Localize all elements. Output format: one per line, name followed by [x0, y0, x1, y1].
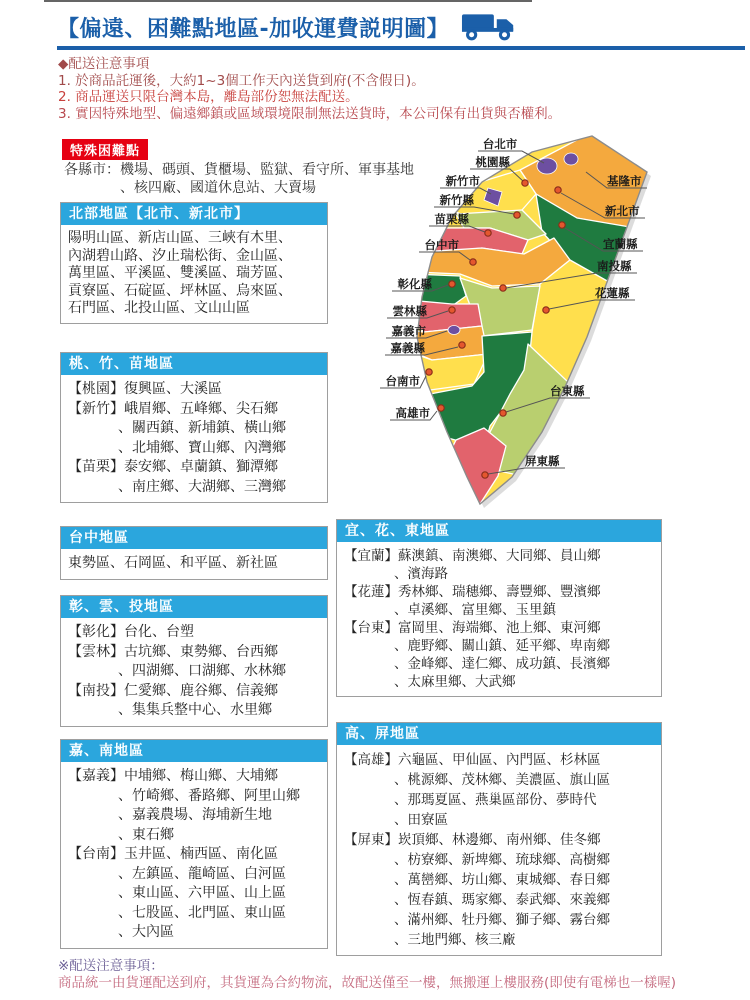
map-label: 台北市: [482, 137, 518, 151]
region-box-body: [337, 745, 661, 955]
delivery-notice: [58, 56, 561, 122]
map-label: 台南市: [385, 374, 420, 388]
map-dot: [438, 405, 444, 411]
region-row-prefix: 【彰化】: [68, 624, 124, 640]
taiwan-map: [372, 132, 702, 512]
region-row: 、枋寮鄉、新埤鄉、琉球鄉、高樹鄉: [394, 852, 610, 868]
map-label: 台東縣: [550, 384, 585, 398]
region-row: 萬里區、平溪區、雙溪區、瑞芳區、: [68, 265, 292, 281]
region-box-taoyuan-hsinchu-miaoli: [60, 352, 328, 503]
map-label: 苗栗縣: [434, 212, 469, 226]
map-dot: [543, 307, 549, 313]
region-row-prefix: 【南投】: [68, 682, 124, 699]
region-row-prefix: 【苗栗】: [68, 459, 124, 475]
region-box-yilan-hualien-taitung: [336, 519, 662, 697]
region-row: 【台東】富岡里、海端鄉、池上鄉、東河鄉: [344, 620, 601, 636]
region-row: 陽明山區、新店山區、三峽有木里、: [68, 230, 292, 246]
map-dot: [459, 342, 465, 348]
region-box-body: [61, 618, 327, 726]
region-row: 【雲林】古坑鄉、東勢鄉、台西鄉: [68, 643, 278, 660]
map-dot: [500, 410, 506, 416]
map-dot: [482, 472, 488, 478]
map-dot: [449, 307, 455, 313]
region-box-body: [61, 225, 327, 323]
region-box-header: 台中地區: [61, 527, 327, 549]
region-row: 、太麻里鄉、大武鄉: [394, 674, 516, 690]
region-box-body: [61, 375, 327, 502]
region-row: 、滿州鄉、牡丹鄉、獅子鄉、霧台鄉: [394, 912, 610, 928]
region-row: 、東山區、六甲區、山上區: [118, 885, 286, 901]
page-header: [57, 10, 519, 44]
region-row: 【嘉義】中埔鄉、梅山鄉、大埔鄉: [68, 768, 278, 784]
region-row-prefix: 【台南】: [68, 846, 124, 862]
map-label: 高雄市: [395, 406, 430, 420]
region-row: 、卓溪鄉、富里鄉、玉里鎮: [394, 602, 556, 618]
special-difficulty-note: [64, 161, 414, 197]
map-label: 新北市: [605, 204, 640, 218]
taiwan-map-svg: [372, 132, 702, 512]
region-row: 、那瑪夏區、燕巢區部份、夢時代: [394, 792, 597, 808]
region-row: 【彰化】台化、台塑: [68, 624, 194, 640]
map-region-taipei-city-2: [564, 153, 578, 165]
region-box-changhua-yunlin-nantou: [60, 595, 328, 727]
region-row: 【花蓮】秀林鄉、瑞穗鄉、壽豐鄉、豐濱鄉: [344, 584, 601, 600]
region-row-prefix: 【花蓮】: [344, 584, 398, 600]
special-line-2: 、核四廠、國道休息站、大賣場: [120, 180, 316, 196]
map-label: 台中市: [424, 238, 459, 252]
region-box-north: [60, 202, 328, 324]
region-row: 【宜蘭】蘇澳鎮、南澳鄉、大同鄉、員山鄉: [344, 548, 601, 564]
map-dot: [514, 212, 520, 218]
map-dot: [470, 259, 476, 265]
truck-icon: [461, 10, 519, 44]
map-dot: [500, 285, 506, 291]
region-row: 東勢區、石岡區、和平區、新社區: [68, 555, 278, 571]
footer-heading: ※配送注意事項：: [58, 958, 164, 974]
region-row-prefix: 【宜蘭】: [344, 548, 398, 564]
region-row: 石門區、北投山區、文山山區: [68, 300, 250, 316]
region-row: 、三地門鄉、核三廠: [394, 932, 516, 948]
region-row: 【桃園】復興區、大溪區: [68, 381, 222, 397]
region-row-prefix: 【新竹】: [68, 400, 124, 417]
region-box-body: [337, 542, 661, 696]
map-label: 南投縣: [597, 259, 632, 273]
map-label: 新竹市: [445, 174, 480, 188]
region-row: 內湖碧山路、汐止瑞松街、金山區、: [68, 247, 292, 264]
page-footer: [58, 958, 676, 992]
map-label: 花蓮縣: [595, 286, 630, 300]
region-row-prefix: 【屏東】: [344, 832, 398, 848]
region-row: 、恆春鎮、瑪家鄉、泰武鄉、來義鄉: [394, 892, 610, 908]
region-row: 、北埔鄉、寶山鄉、內灣鄉: [118, 439, 286, 456]
region-row-prefix: 【桃園】: [68, 381, 124, 397]
map-dot: [555, 187, 561, 193]
top-divider: [44, 0, 532, 2]
region-row: 【新竹】峨眉鄉、五峰鄉、尖石鄉: [68, 400, 278, 417]
map-dot: [522, 180, 528, 186]
title-underline: [57, 46, 745, 50]
notice-item-2: 2. 商品運送只限台灣本島，離島部份恕無法配送。: [58, 89, 359, 105]
region-row: 、竹崎鄉、番路鄉、阿里山鄉: [118, 787, 300, 804]
map-label: 嘉義縣: [390, 341, 425, 355]
region-row: 、七股區、北門區、東山區: [118, 904, 286, 921]
region-row: 、關西鎮、新埔鎮、橫山鄉: [118, 420, 286, 436]
region-row: 【台南】玉井區、楠西區、南化區: [68, 846, 278, 862]
region-row-prefix: 【台東】: [344, 620, 398, 636]
region-box-chiayi-tainan: [60, 739, 328, 949]
map-label: 雲林縣: [392, 304, 427, 318]
region-row: 、四湖鄉、口湖鄉、水林鄉: [118, 663, 286, 679]
region-row: 、東石鄉: [118, 826, 174, 843]
region-row: 貢寮區、石碇區、坪林區、烏來區、: [68, 282, 292, 299]
region-box-taichung: [60, 526, 328, 580]
map-label: 屏東縣: [525, 454, 560, 468]
notice-heading: ◆配送注意事項: [58, 56, 150, 72]
region-row: 【南投】仁愛鄉、鹿谷鄉、信義鄉: [68, 682, 278, 699]
map-dot: [426, 369, 432, 375]
region-row: 、嘉義農場、海埔新生地: [118, 807, 272, 823]
map-dot: [559, 222, 565, 228]
region-row: 、濱海路: [394, 566, 448, 582]
region-box-header: 高、屏地區: [337, 723, 661, 745]
region-row: 、左鎮區、龍崎區、白河區: [118, 865, 286, 882]
region-row: 、集集兵整中心、水里鄉: [118, 702, 272, 718]
region-row: 、萬巒鄉、坊山鄉、東城鄉、春日鄉: [394, 872, 610, 888]
map-label: 新竹縣: [439, 193, 474, 207]
region-row: 、桃源鄉、茂林鄉、美濃區、旗山區: [394, 772, 610, 788]
region-box-kaohsiung-pingtung: [336, 722, 662, 956]
region-box-header: 宜、花、東地區: [337, 520, 661, 542]
notice-item-1: 1. 於商品託運後，大約1~3個工作天內送貨到府(不含假日)。: [58, 72, 425, 89]
map-region-chiayi-city: [448, 326, 460, 335]
region-box-header: 北部地區【北市、新北市】: [61, 203, 327, 225]
map-label: 彰化縣: [397, 277, 432, 291]
special-line-1: 各縣市：機場、碼頭、貨櫃場、監獄、看守所、軍事基地: [64, 162, 414, 178]
region-row: 【屏東】崁頂鄉、林邊鄉、南州鄉、佳冬鄉: [344, 832, 601, 848]
region-box-body: [61, 549, 327, 579]
region-row-prefix: 【嘉義】: [68, 768, 124, 784]
notice-item-3: 3. 實因特殊地型、偏遠鄉鎮或區域環境限制無法送貨時，本公司保有出貨與否權利。: [58, 105, 562, 122]
special-difficulty-badge: 特殊困難點: [62, 139, 148, 160]
region-box-header: 桃、竹、苗地區: [61, 353, 327, 375]
region-row: 、鹿野鄉、關山鎮、延平鄉、卑南鄉: [394, 638, 610, 654]
region-row: 【高雄】六龜區、甲仙區、內門區、杉林區: [344, 752, 601, 768]
region-row: 【苗栗】泰安鄉、卓蘭鎮、獅潭鄉: [68, 459, 278, 475]
region-row: 、南庄鄉、大湖鄉、三灣鄉: [118, 478, 286, 495]
map-dot: [449, 281, 455, 287]
region-box-header: 嘉、南地區: [61, 740, 327, 762]
region-box-body: [61, 762, 327, 948]
region-row: 、田寮區: [394, 812, 448, 828]
map-label: 宜蘭縣: [603, 237, 638, 251]
map-dot: [485, 230, 491, 236]
region-row-prefix: 【高雄】: [344, 752, 398, 768]
map-label: 基隆市: [607, 174, 642, 188]
region-row: 、金峰鄉、達仁鄉、成功鎮、長濱鄉: [394, 656, 610, 672]
page-title: 【偏遠、困難點地區-加收運費説明圖】: [57, 16, 450, 42]
region-box-header: 彰、雲、投地區: [61, 596, 327, 618]
map-label: 桃園縣: [475, 155, 510, 169]
region-row-prefix: 【雲林】: [68, 643, 124, 660]
map-label: 嘉義市: [391, 324, 426, 338]
footer-body: 商品統一由貨運配送到府，其貨運為合約物流，故配送僅至一樓，無搬運上樓服務(即使有電梯也一樣喔): [58, 975, 677, 991]
region-row: 、大內區: [118, 924, 174, 940]
